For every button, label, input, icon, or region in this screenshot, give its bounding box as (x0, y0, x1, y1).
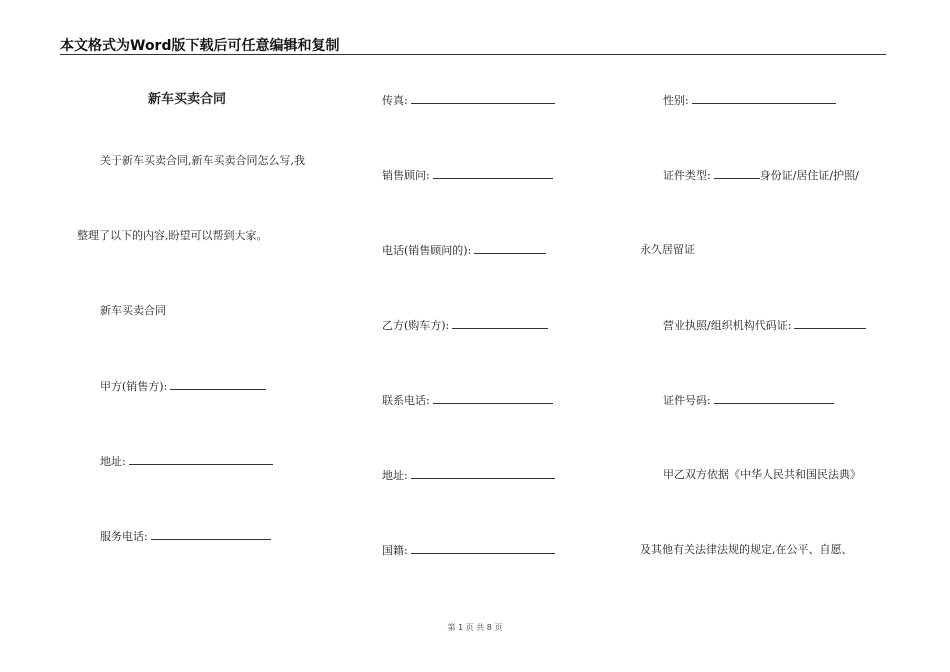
address-blank-a (129, 454, 273, 465)
fax-label: 传真: (382, 94, 408, 107)
address-label-a: 地址: (100, 455, 126, 468)
id-type-field (663, 168, 859, 183)
gender-label: 性别: (663, 94, 689, 107)
party-a-blank (170, 379, 266, 390)
column-1 (0, 0, 330, 672)
page-footer: 第 1 页 共 8 页 (447, 623, 503, 632)
address-blank-b (411, 468, 555, 479)
id-number-blank (714, 393, 834, 404)
license-label: 营业执照/组织机构代码证: (663, 319, 792, 332)
fax-blank (411, 93, 555, 104)
contact-phone-field (382, 393, 553, 408)
id-number-field (663, 393, 834, 408)
service-phone-blank (151, 529, 271, 540)
intro-line-1: 关于新车买卖合同,新车买卖合同怎么写,我 (100, 154, 305, 167)
contract-subtitle: 新车买卖合同 (100, 304, 166, 317)
id-type-continued: 永久居留证 (640, 243, 695, 256)
id-number-label: 证件号码: (663, 394, 711, 407)
id-type-options: 身份证/居住证/护照/ (759, 169, 859, 182)
id-type-label: 证件类型: (663, 169, 711, 182)
service-phone-label: 服务电话: (100, 530, 148, 543)
column-2 (330, 0, 620, 672)
column-3 (620, 0, 920, 672)
id-type-blank (714, 168, 760, 179)
address-field-a (100, 454, 273, 469)
consultant-phone-blank (474, 243, 546, 254)
sales-consultant-field (382, 168, 553, 183)
party-b-field (382, 318, 548, 333)
sales-consultant-label: 销售顾问: (382, 169, 430, 182)
address-label-b: 地址: (382, 469, 408, 482)
intro-line-2: 整理了以下的内容,盼望可以帮到大家。 (77, 229, 268, 242)
nationality-blank (411, 543, 555, 554)
party-a-label: 甲方(销售方): (100, 380, 168, 393)
gender-blank (692, 93, 836, 104)
service-phone-field (100, 529, 271, 544)
license-field (663, 318, 866, 333)
address-field-b (382, 468, 555, 483)
legal-basis-line-1: 甲乙双方依据《中华人民共和国民法典》 (663, 468, 861, 481)
party-a-field (100, 379, 266, 394)
document-title: 新车买卖合同 (148, 92, 227, 107)
nationality-label: 国籍: (382, 544, 408, 557)
consultant-phone-field (382, 243, 546, 258)
contact-phone-blank (433, 393, 553, 404)
header-text: 本文格式为Word版下载后可任意编辑和复制 (60, 38, 340, 54)
legal-basis-line-2: 及其他有关法律法规的规定,在公平、自愿、 (640, 543, 853, 556)
license-blank (794, 318, 866, 329)
contact-phone-label: 联系电话: (382, 394, 430, 407)
consultant-phone-label: 电话(销售顾问的): (382, 244, 472, 257)
nationality-field (382, 543, 555, 558)
party-b-blank (452, 318, 548, 329)
party-b-label: 乙方(购车方): (382, 319, 450, 332)
gender-field (663, 93, 836, 108)
fax-field (382, 93, 555, 108)
sales-consultant-blank (433, 168, 553, 179)
